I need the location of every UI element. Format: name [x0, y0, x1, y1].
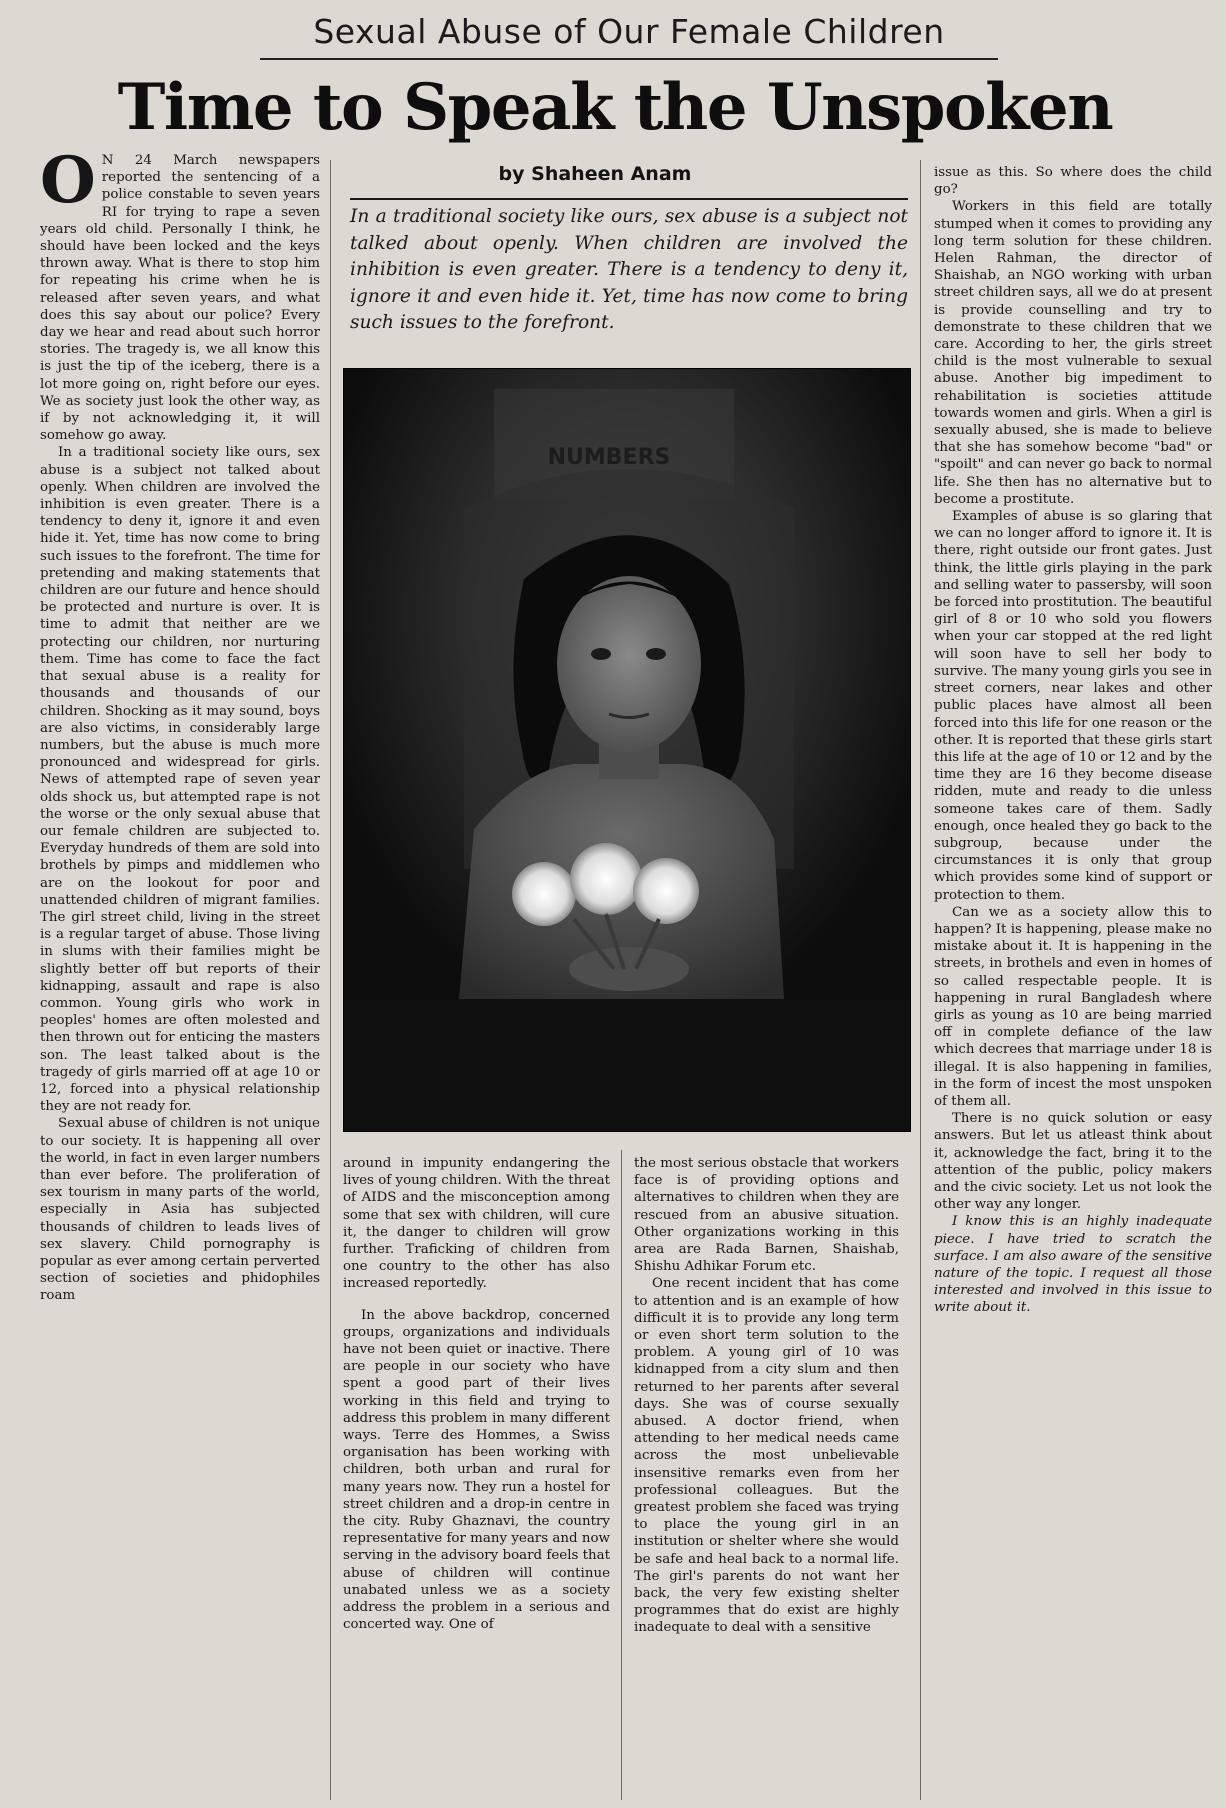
drop-cap: O: [40, 152, 96, 218]
paragraph: O N 24 March newspapers reported the sentencing of a police constable to seven years RI for trying to rape a seven years old child. Personally I think, he should have been locked and the keys thrown away. What is there to stop him for repeating his crime when he is released after seven years, and what does this say about our police? Every day we hear and read about such horror stories. The tragedy is, we all know this is just the tip of the iceberg, there is a lot more going on, right before our eyes. We as society just look the other way, as if by not acknowledging it, it will somehow go away.: [40, 152, 320, 444]
paragraph: issue as this. So where does the child go?: [934, 165, 1212, 198]
article-column-4: [934, 164, 1212, 1800]
headline: Time to Speak the Unspoken: [117, 70, 1113, 145]
paragraph: Workers in this field are totally stumped when it comes to providing any long term solution for these children. Helen Rahman, the director of Shaishab, an NGO working with urban street children says, all we do at present is provide counselling and try to demonstrate to these children that we care. According to her, the girls street child is the most vulnerable to sexual abuse. Another big impediment to rehabilitation is societies attitude towards women and girls. When a girl is sexually abused, she is made to believe that she has somehow become "bad" or "spoilt" and can never go back to normal life. She then has no alternative but to become a prostitute.: [934, 199, 1212, 507]
article-column-2: [343, 1155, 610, 1800]
article-column-1: [40, 152, 320, 1800]
photo-background-sign: NUMBERS: [547, 445, 671, 470]
byline: by Shaheen Anam: [498, 163, 692, 185]
column-rule: [330, 160, 331, 1800]
paragraph: the most serious obstacle that workers face is of providing options and alternatives to children when they are rescued from an abusive situation. Other organizations working in this area are Rada Barnen, Shaishab, Shishu Adhikar Forum etc.: [634, 1156, 899, 1275]
column-rule: [920, 160, 921, 1800]
paragraph: Examples of abuse is so glaring that we can no longer afford to ignore it. It is there, right outside our front gates. Just think, the little girls playing in the park and selling water to passersby, will soon be forced into prostitution. The beautiful girl of 8 or 10 who sold you flowers when your car stopped at the red light will soon have to sell her body to survive. The many young girls you see in street corners, near lakes and other public places have almost all been forced into this life for one reason or the other. It is reported that these girls start this life at the age of 10 or 12 and by the time they are 16 they become disease ridden, mute and ready to die unless someone takes care of them. Sadly enough, once healed they go back to the subgroup, because under the circumstances it is only that group which provides some kind of support or protection to them.: [934, 509, 1212, 903]
paragraph: In a traditional society like ours, sex abuse is a subject not talked about openly. When children are involved the inhibition is even greater. There is a tendency to deny it, ignore it and even hide it. Yet, time has now come to bring such issues to the forefront. The time for pretending and making statements that children are our future and hence should be protected and nurture is over. It is time to admit that neither are we protecting our children, nor nurturing them. Time has come to face the fact that sexual abuse is a reality for thousands and thousands of our children. Shocking as it may sound, boys are also victims, in considerably large numbers, but the abuse is much more pronounced and widespread for girls. News of attempted rape of seven year olds shock us, but attempted rape is not the worse or the only sexual abuse that our female children are subjected to. Everyday hundreds of them are sold into brothels by pimps and middlemen who are on the lookout for poor and unattended children of migrant families. The girl street child, living in the street is a regular target of abuse. Those living in slums with their families might be slightly better off but reports of their kidnapping, assault and rape is also common. Young girls who work in peoples' homes are often molested and then thrown out for enticing the masters son. The least talked about is the tragedy of girls married off at age 10 or 12, forced into a physical relationship they are not ready for.: [40, 445, 320, 1115]
photo-girl-with-flowers: [343, 368, 911, 1132]
paragraph: There is no quick solution or easy answers. But let us atleast think about it, acknowledge the fact, bring it to the attention of the public, policy makers and the civic society. Let us not look the other way any longer.: [934, 1111, 1212, 1213]
photo-illustration: [344, 369, 910, 1131]
closing-note: I know this is an highly inadequate piece. I have tried to scratch the surface. I am also aware of the sensitive nature of the topic. I request all those interested and involved in this issue to write about it.: [934, 1214, 1212, 1316]
paragraph: around in impunity endangering the lives of young children. With the threat of AIDS and the misconception among some that sex with children, will cure it, the danger to children will grow further. Traficking of children from one country to the other has also increased reportedly.: [343, 1156, 610, 1292]
kicker-underline: [260, 58, 998, 60]
article-column-3: [634, 1155, 899, 1800]
section-kicker: Sexual Abuse of Our Female Children: [313, 12, 945, 51]
deck-summary: In a traditional society like ours, sex abuse is a subject not talked about openly. When children are involved the inhibition is even greater. There is a tendency to deny it, ignore it and even hide it. Yet, time has now come to bring such issues to the forefront.: [350, 198, 908, 337]
paragraph: Sexual abuse of children is not unique to our society. It is happening all over the world, in fact in even larger numbers than ever before. The proliferation of sex tourism in many parts of the world, especially in Asia has subjected thousands of children to leads lives of sex slavery. Child pornography is popular as ever among certain perverted section of societies and phidophiles roam: [40, 1116, 320, 1304]
paragraph: In the above backdrop, concerned groups, organizations and individuals have not been quiet or inactive. There are people in our society who have spent a good part of their lives working in this field and trying to address this problem in many different ways. Terre des Hommes, a Swiss organisation has been working with children, both urban and rural for many years now. They run a hostel for street children and a drop-in centre in the city. Ruby Ghaznavi, the country representative for many years and now serving in the advisory board feels that abuse of children will continue unabated unless we as a society address the problem in a serious and concerted way. One of: [343, 1307, 610, 1633]
column-rule: [621, 1150, 622, 1800]
paragraph: Can we as a society allow this to happen? It is happening, please make no mistake about it. It is happening in the streets, in brothels and even in homes of so called respectable people. It is happening in rural Bangladesh where girls as young as 10 are being married off in complete defiance of the law which decrees that marriage under 18 is illegal. It is also happening in families, in the form of incest the most unspoken of them all.: [934, 904, 1212, 1109]
paragraph: One recent incident that has come to attention and is an example of how difficult it is to provide any long term or even short term solution to the problem. A young girl of 10 was kidnapped from a city slum and then returned to her parents after several days. She was of course sexually abused. A doctor friend, when attending to her medical needs came across the most unbelievable insensitive remarks even from her professional colleagues. But the greatest problem she faced was trying to place the young girl in an institution or shelter where she would be safe and heal back to a normal life. The girl's parents do not want her back, the very few existing shelter programmes that do exist are highly inadequate to deal with a sensitive: [634, 1276, 899, 1636]
